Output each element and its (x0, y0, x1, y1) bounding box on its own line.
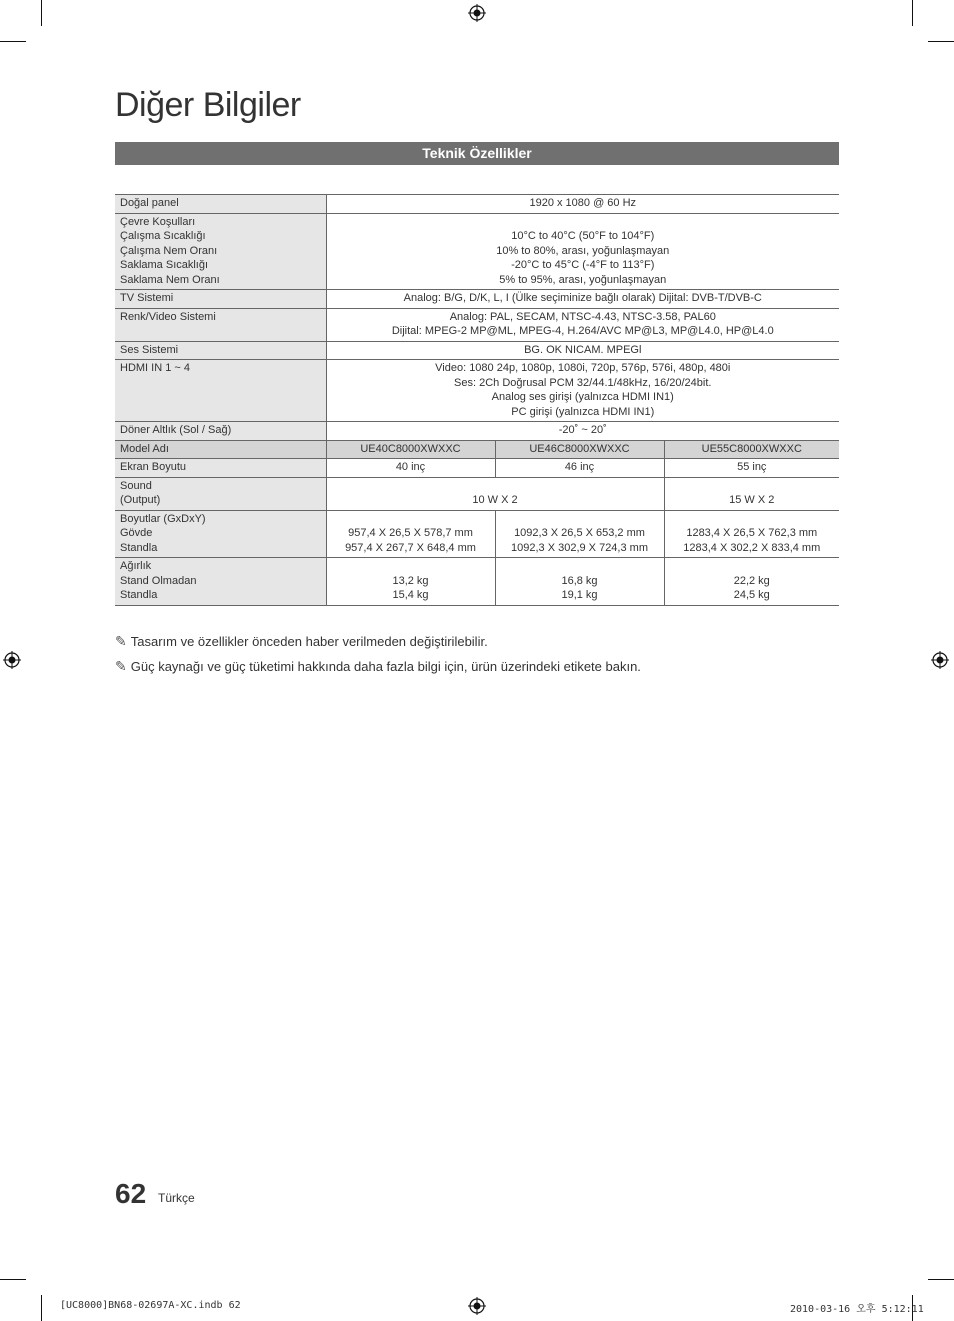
registration-mark-icon (931, 651, 949, 669)
row-value: BG. OK NICAM. MPEGl (326, 341, 839, 360)
row-value: -20˚ ~ 20˚ (326, 422, 839, 441)
crop-mark (41, 0, 42, 26)
row-label: Sound (Output) (115, 477, 326, 510)
row-value: 55 inç (664, 459, 839, 478)
row-value: Analog: B/G, D/K, L, I (Ülke seçiminize bağlı olarak) Dijital: DVB-T/DVB-C (326, 290, 839, 309)
crop-mark (928, 1279, 954, 1280)
crop-mark (0, 1279, 26, 1280)
table-row (115, 510, 839, 558)
row-value: 15 W X 2 (664, 477, 839, 510)
row-value: 22,2 kg 24,5 kg (664, 558, 839, 606)
row-value: 10 W X 2 (326, 477, 664, 510)
registration-mark-icon (468, 1297, 486, 1315)
row-label: Ekran Boyutu (115, 459, 326, 478)
crop-mark (928, 41, 954, 42)
table-row (115, 558, 839, 606)
table-row (115, 422, 839, 441)
note-text: Tasarım ve özellikler önceden haber verilmeden değiştirilebilir. (130, 634, 488, 649)
row-value: 1092,3 X 26,5 X 653,2 mm 1092,3 X 302,9 X 724,3 mm (495, 510, 664, 558)
note-item (115, 658, 641, 675)
note-item (115, 633, 488, 650)
row-value: 957,4 X 26,5 X 578,7 mm 957,4 X 267,7 X 648,4 mm (326, 510, 495, 558)
table-row (115, 308, 839, 341)
registration-mark-icon (3, 651, 21, 669)
pencil-note-icon: ✎ (115, 658, 127, 674)
table-row (115, 341, 839, 360)
row-label: Ses Sistemi (115, 341, 326, 360)
row-value: 16,8 kg 19,1 kg (495, 558, 664, 606)
note-text: Güç kaynağı ve güç tüketimi hakkında daha fazla bilgi için, ürün üzerindeki etikete bakın. (130, 659, 641, 674)
row-value: 1283,4 X 26,5 X 762,3 mm 1283,4 X 302,2 X 833,4 mm (664, 510, 839, 558)
row-label: Döner Altlık (Sol / Sağ) (115, 422, 326, 441)
registration-mark-icon (468, 4, 486, 22)
table-row (115, 195, 839, 214)
row-label: Çevre Koşulları Çalışma Sıcaklığı Çalışma Nem Oranı Saklama Sıcaklığı Saklama Nem Oranı (115, 213, 326, 290)
row-label: TV Sistemi (115, 290, 326, 309)
row-label: Renk/Video Sistemi (115, 308, 326, 341)
crop-mark (0, 41, 26, 42)
table-row (115, 360, 839, 422)
table-row (115, 459, 839, 478)
row-label: Boyutlar (GxDxY) Gövde Standla (115, 510, 326, 558)
row-label: Model Adı (115, 440, 326, 459)
page-number: 62 (115, 1178, 147, 1209)
row-label: Ağırlık Stand Olmadan Standla (115, 558, 326, 606)
pencil-note-icon: ✎ (115, 633, 127, 649)
row-value: Video: 1080 24p, 1080p, 1080i, 720p, 576p, 576i, 480p, 480i Ses: 2Ch Doğrusal PCM 32/44.1/48kHz, 16/20/24bit. Analog ses girişi (yalnızca HDMI IN1) PC girişi (yalnızca HDMI IN1) (326, 360, 839, 422)
row-value: 40 inç (326, 459, 495, 478)
table-row (115, 213, 839, 290)
model-name: UE55C8000XWXXC (664, 440, 839, 459)
footer-file-info: [UC8000]BN68-02697A-XC.indb 62 (60, 1300, 241, 1311)
spec-table (115, 194, 839, 606)
section-title: Teknik Özellikler (115, 142, 839, 165)
page-title: Diğer Bilgiler (115, 86, 301, 124)
model-name: UE40C8000XWXXC (326, 440, 495, 459)
table-row (115, 477, 839, 510)
page-language: Türkçe (158, 1191, 195, 1205)
footer-date: 2010-03-16 오후 5:12:11 (790, 1304, 924, 1315)
table-row (115, 290, 839, 309)
row-label: HDMI IN 1 ~ 4 (115, 360, 326, 422)
model-name: UE46C8000XWXXC (495, 440, 664, 459)
row-value: 10°C to 40°C (50°F to 104°F) 10% to 80%, arası, yoğunlaşmayan -20°C to 45°C (-4°F to 113°F) 5% to 95%, arası, yoğunlaşmayan (326, 213, 839, 290)
row-value: 46 inç (495, 459, 664, 478)
row-label: Doğal panel (115, 195, 326, 214)
row-value: 13,2 kg 15,4 kg (326, 558, 495, 606)
row-value: 1920 x 1080 @ 60 Hz (326, 195, 839, 214)
table-row (115, 440, 839, 459)
crop-mark (41, 1295, 42, 1321)
row-value: Analog: PAL, SECAM, NTSC-4.43, NTSC-3.58, PAL60 Dijital: MPEG-2 MP@ML, MPEG-4, H.264/AVC MP@L3, MP@L4.0, HP@L4.0 (326, 308, 839, 341)
crop-mark (912, 0, 913, 26)
